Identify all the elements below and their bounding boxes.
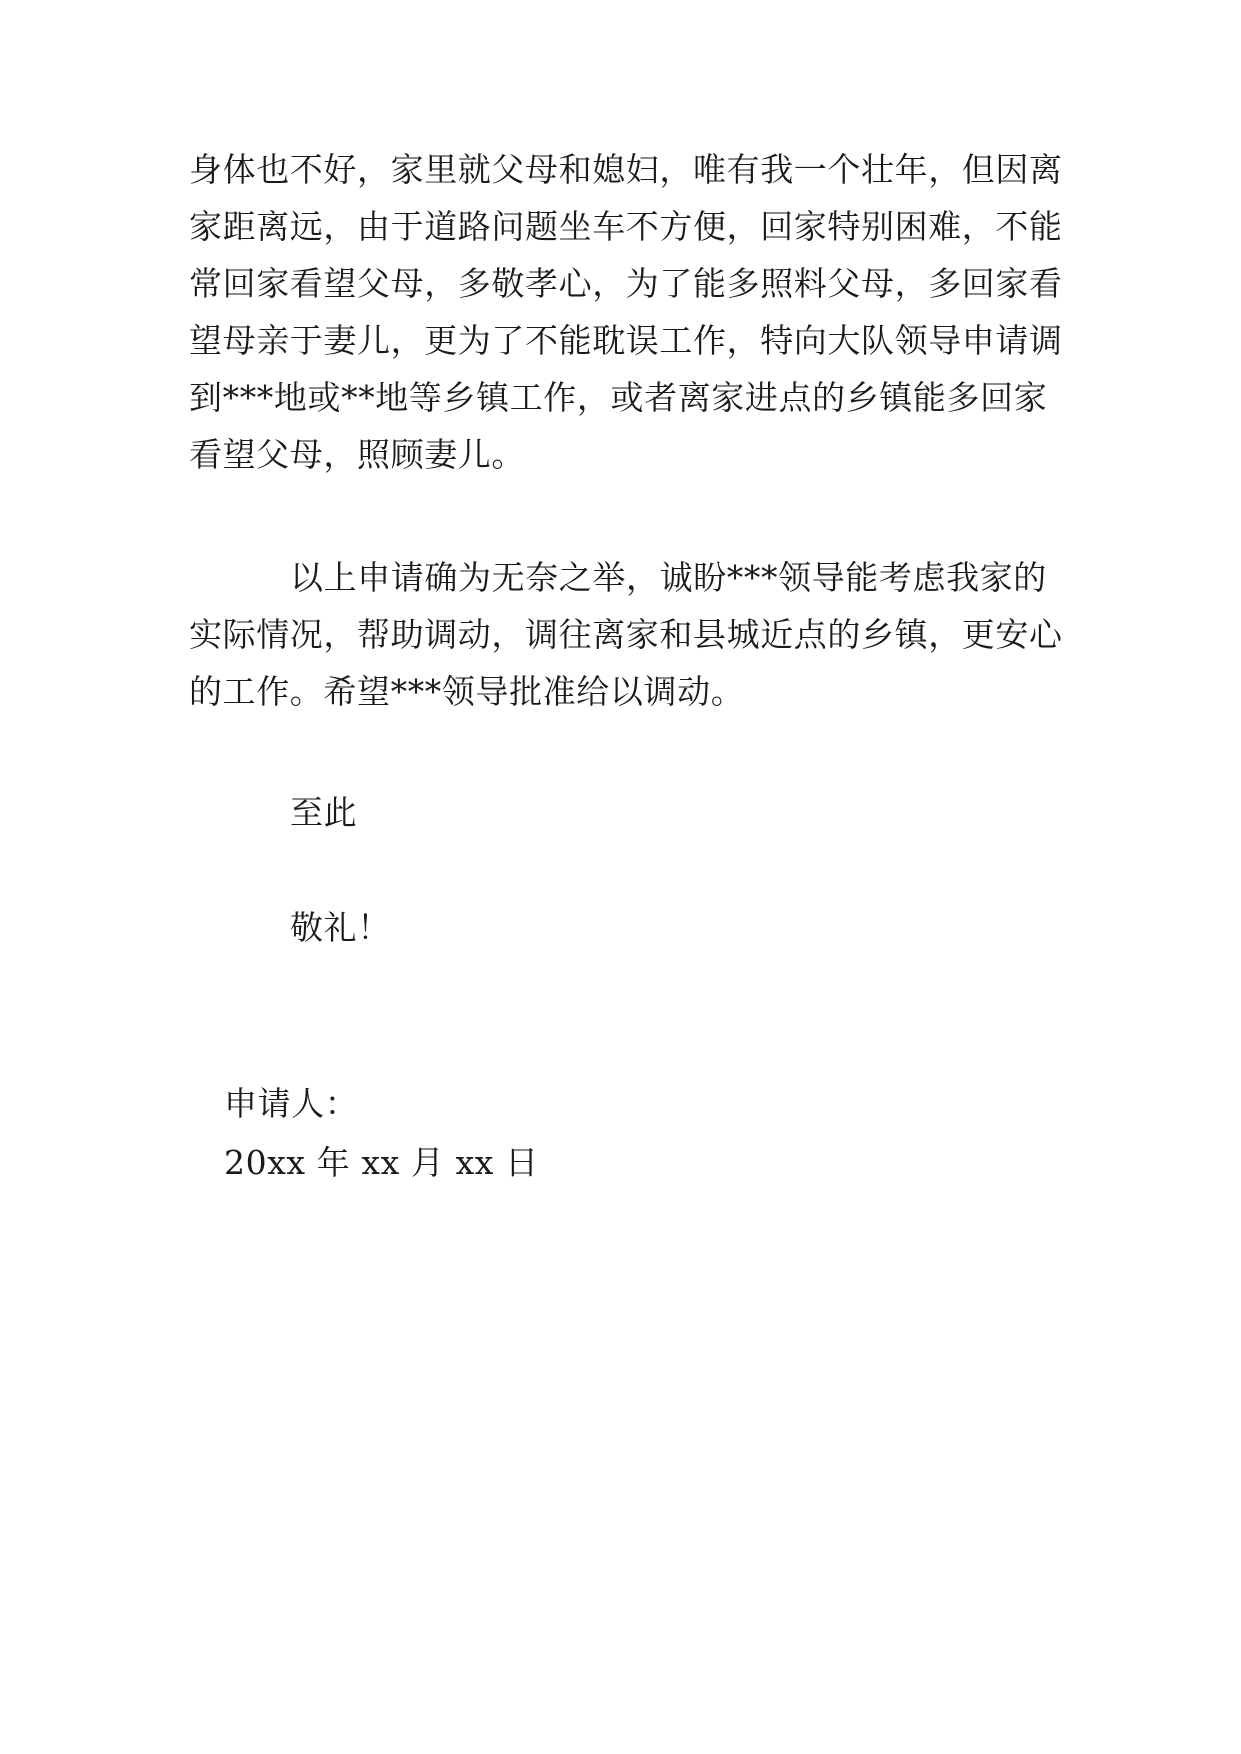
closing-line-2: 敬礼！ <box>290 908 391 947</box>
paragraph-1-line-6: 看望父母，照顾妻儿。 <box>189 435 525 474</box>
paragraph-1-line-5: 到***地或**地等乡镇工作，或者离家进点的乡镇能多回家 <box>189 378 1048 417</box>
paragraph-2-line-2: 实际情况，帮助调动，调往离家和县城近点的乡镇，更安心 <box>189 615 1063 654</box>
paragraph-1-line-2: 家距离远，由于道路问题坐车不方便，回家特别困难，不能 <box>189 207 1063 246</box>
paragraph-1-line-1: 身体也不好，家里就父母和媳妇，唯有我一个壮年，但因离 <box>189 150 1063 189</box>
paragraph-1-line-4: 望母亲于妻儿，更为了不能耽误工作，特向大队领导申请调 <box>189 321 1063 360</box>
date-line: 20xx 年 xx 月 xx 日 <box>224 1143 539 1182</box>
applicant-label: 申请人： <box>224 1084 359 1123</box>
paragraph-2-line-3: 的工作。希望***领导批准给以调动。 <box>189 672 745 711</box>
paragraph-2-line-1: 以上申请确为无奈之举，诚盼***领导能考虑我家的 <box>290 558 1047 597</box>
paragraph-1-line-3: 常回家看望父母，多敬孝心，为了能多照料父母，多回家看 <box>189 264 1063 303</box>
closing-line-1: 至此 <box>290 793 358 832</box>
